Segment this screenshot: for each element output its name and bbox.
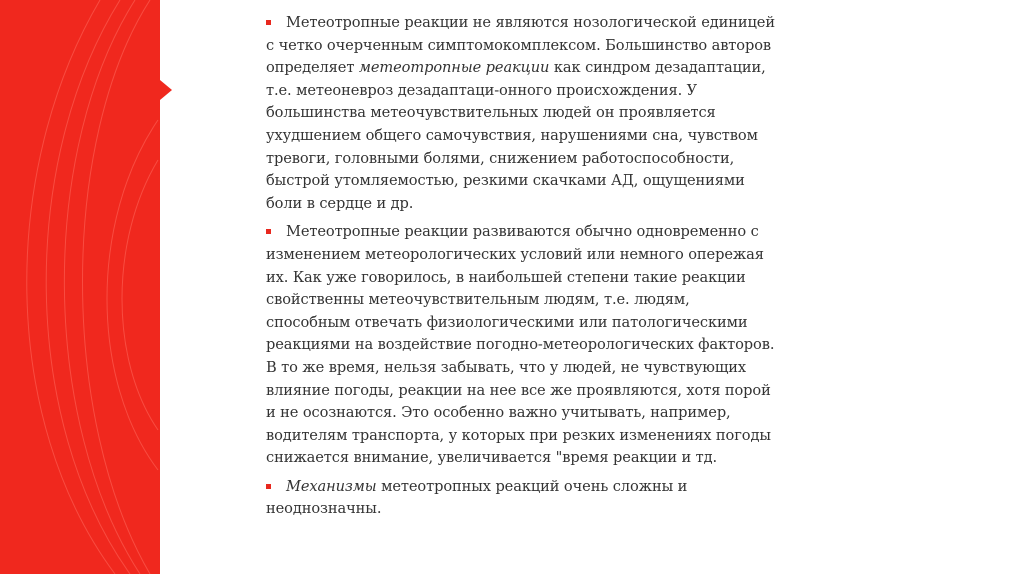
decorative-arc-lines [0,0,160,574]
paragraph-1 [266,12,776,215]
emphasis-term: метеотропные реакции [358,59,550,77]
emphasis-term: Механизмы [286,477,377,495]
paragraph-3-text: Механизмы метеотропных реакций очень сложны и неоднозначны. [266,477,688,518]
decorative-red-band [0,0,160,574]
square-bullet-icon [266,20,271,25]
paragraph-2 [266,221,776,470]
square-bullet-icon [266,229,271,234]
paragraph-2-text: Метеотропные реакции развиваются обычно одновременно с изменением метеорологических условий или немного опережая их. Как уже говорилось, в наибольшей степени такие реакции свойственны метеочувствительным людям, т.е. людям, способным отвечать физиологическими или патологическими реакциями на воздействие погодно-метеорологических факторов. В то же время, нельзя забывать, что у людей, не чувствующих влияние погоды, реакции на нее все же проявляются, хотя порой и не осознаются. Это особенно важно учитывать, например, водителям транспорта, у которых при резких изменениях погоды снижается внимание, увеличивается "время реакции и тд. [266,223,775,467]
slide-text [266,12,776,527]
paragraph-3 [266,476,776,521]
red-pointer-notch [160,80,172,100]
square-bullet-icon [266,484,271,489]
paragraph-1-text: Метеотропные реакции не являются нозологической единицей с четко очерченным симптомокомплексом. Большинство авторов определяет метеотропные реакции как синдром дезадаптации, т.е. метеоневроз дезадаптаци-онного происхождения. У большинства метеочувствительных людей он проявляется ухудшением общего самочувствия, нарушениями сна, чувством тревоги, головными болями, снижением работоспособности, быстрой утомляемостью, резкими скачками АД, ощущениями боли в сердце и др. [266,14,775,212]
